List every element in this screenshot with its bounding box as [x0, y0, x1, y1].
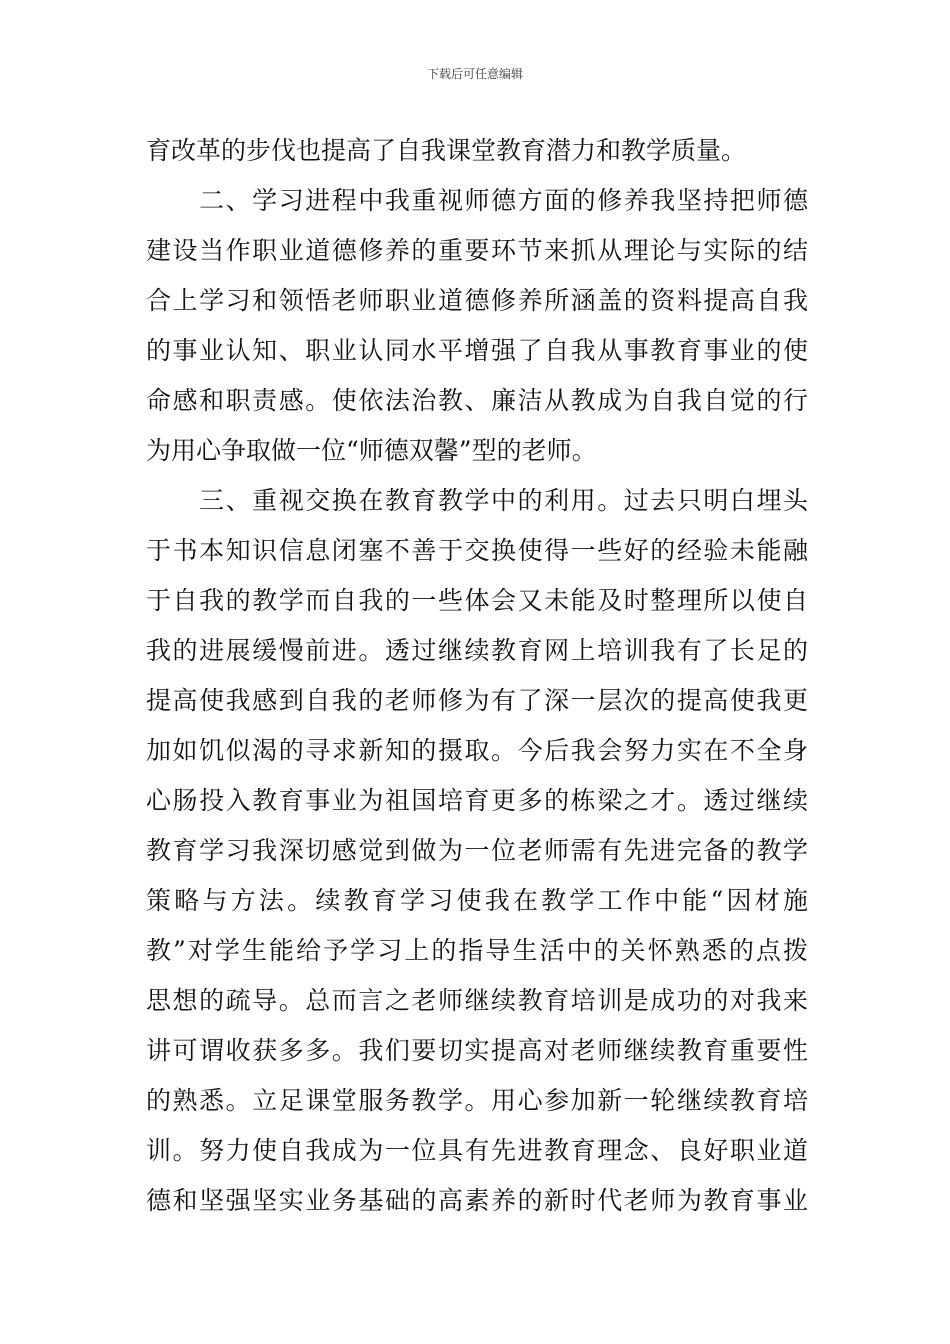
document-body — [146, 126, 808, 1226]
text-line: 于书本知识信息闭塞不善于交换使得一些好的经验未能融 — [146, 536, 808, 565]
text-line: 育改革的步伐也提高了自我课堂教育潜力和教学质量。 — [146, 136, 747, 165]
text-line: 我的进展缓慢前进。透过继续教育网上培训我有了长足的 — [146, 636, 808, 665]
text-line: 德和坚强坚实业务基础的高素养的新时代老师为教育事业 — [146, 1186, 808, 1215]
text-line: 合上学习和领悟老师职业道德修养所涵盖的资料提高自我 — [146, 286, 808, 315]
text-line: 的熟悉。立足课堂服务教学。用心参加新一轮继续教育培 — [146, 1086, 808, 1115]
text-line: 教”对学生能给予学习上的指导生活中的关怀熟悉的点拨 — [146, 936, 808, 965]
text-line: 提高使我感到自我的老师修为有了深一层次的提高使我更 — [146, 686, 808, 715]
text-line: 教育学习我深切感觉到做为一位老师需有先进完备的教学 — [146, 836, 808, 865]
text-line: 于自我的教学而自我的一些体会又未能及时整理所以使自 — [146, 586, 808, 615]
text-line: 二、学习进程中我重视师德方面的修养我坚持把师德 — [146, 186, 808, 215]
text-line: 命感和职责感。使依法治教、廉洁从教成为自我自觉的行 — [146, 386, 808, 415]
text-line: 训。努力使自我成为一位具有先进教育理念、良好职业道 — [146, 1136, 808, 1165]
text-line: 为用心争取做一位“师德双馨”型的老师。 — [146, 436, 597, 465]
text-line: 加如饥似渴的寻求新知的摄取。今后我会努力实在不全身 — [146, 736, 808, 765]
page-header: 下载后可任意编辑 — [426, 67, 523, 81]
text-line: 三、重视交换在教育教学中的利用。过去只明白埋头 — [146, 486, 808, 515]
text-line: 思想的疏导。总而言之老师继续教育培训是成功的对我来 — [146, 986, 808, 1015]
text-line: 心肠投入教育事业为祖国培育更多的栋梁之才。透过继续 — [146, 786, 808, 815]
text-line: 讲可谓收获多多。我们要切实提高对老师继续教育重要性 — [146, 1036, 808, 1065]
text-line: 策略与方法。续教育学习使我在教学工作中能“因材施 — [146, 886, 808, 915]
text-line: 建设当作职业道德修养的重要环节来抓从理论与实际的结 — [146, 236, 808, 265]
text-line: 的事业认知、职业认同水平增强了自我从事教育事业的使 — [146, 336, 808, 365]
